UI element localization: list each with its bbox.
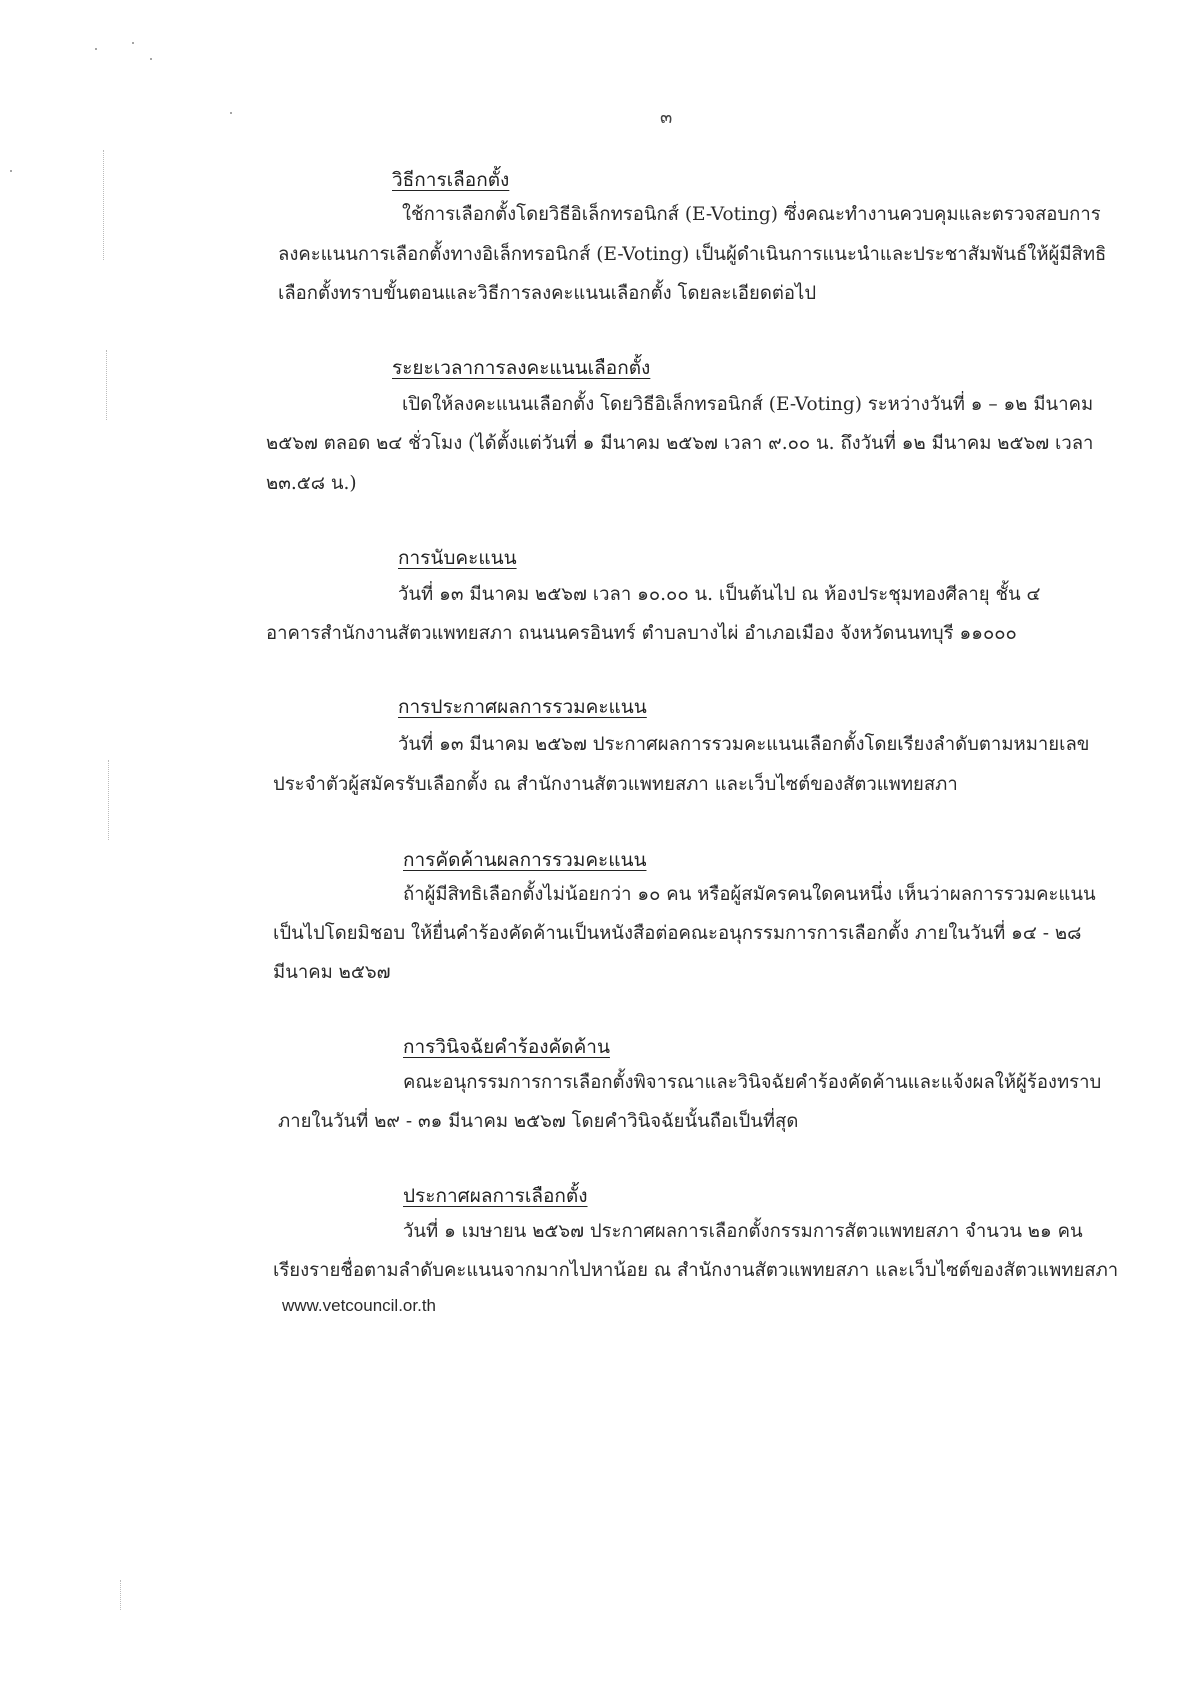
paragraph-line: ๒๓.๕๘ น.): [266, 473, 357, 494]
margin-scan-mark: [108, 760, 110, 840]
section-heading-objection-ruling: การวินิจฉัยคำร้องคัดค้าน: [403, 1036, 610, 1058]
paragraph-line: มีนาคม ๒๕๖๗: [273, 962, 391, 983]
website-link-text: www.vetcouncil.or.th: [282, 1296, 437, 1315]
page-number: ๓: [660, 107, 673, 128]
margin-scan-mark: [106, 350, 108, 420]
paragraph-line: คณะอนุกรรมการการเลือกตั้งพิจารณาและวินิจฉัยคำร้องคัดค้านและแจ้งผลให้ผู้ร้องทราบ: [403, 1072, 1102, 1093]
section-heading-results-announcement: การประกาศผลการรวมคะแนน: [398, 696, 647, 718]
paragraph-line: เลือกตั้งทราบขั้นตอนและวิธีการลงคะแนนเลือกตั้ง โดยละเอียดต่อไป: [278, 283, 817, 304]
scan-speck: [95, 48, 97, 50]
margin-scan-mark: [120, 1580, 122, 1610]
paragraph-line: ๒๕๖๗ ตลอด ๒๔ ชั่วโมง (ได้ตั้งแต่วันที่ ๑ มีนาคม ๒๕๖๗ เวลา ๙.๐๐ น. ถึงวันที่ ๑๒ มีนาคม ๒๕๖๗ เวลา: [266, 433, 1094, 454]
paragraph-line: ใช้การเลือกตั้งโดยวิธีอิเล็กทรอนิกส์ (E-Voting) ซึ่งคณะทำงานควบคุมและตรวจสอบการ: [402, 204, 1101, 225]
paragraph-line: ถ้าผู้มีสิทธิเลือกตั้งไม่น้อยกว่า ๑๐ คน หรือผู้สมัครคนใดคนหนึ่ง เห็นว่าผลการรวมคะแนน: [403, 884, 1096, 905]
section-heading-voting-period: ระยะเวลาการลงคะแนนเลือกตั้ง: [392, 357, 651, 379]
scan-speck: [10, 170, 12, 172]
paragraph-line: เปิดให้ลงคะแนนเลือกตั้ง โดยวิธีอิเล็กทรอนิกส์ (E-Voting) ระหว่างวันที่ ๑ – ๑๒ มีนาคม: [402, 394, 1094, 415]
paragraph-line: เรียงรายชื่อตามลำดับคะแนนจากมากไปหาน้อย ณ สำนักงานสัตวแพทยสภา และเว็บไซต์ของสัตวแพทยสภา: [273, 1260, 1119, 1281]
paragraph-line: วันที่ ๑๓ มีนาคม ๒๕๖๗ เวลา ๑๐.๐๐ น. เป็นต้นไป ณ ห้องประชุมทองศีลายุ ชั้น ๔: [398, 584, 1041, 605]
section-heading-vote-counting: การนับคะแนน: [398, 547, 517, 569]
paragraph-line: วันที่ ๑๓ มีนาคม ๒๕๖๗ ประกาศผลการรวมคะแนนเลือกตั้งโดยเรียงลำดับตามหมายเลข: [398, 734, 1090, 755]
section-heading-voting-method: วิธีการเลือกตั้ง: [392, 169, 510, 191]
paragraph-line: ประจำตัวผู้สมัครรับเลือกตั้ง ณ สำนักงานสัตวแพทยสภา และเว็บไซต์ของสัตวแพทยสภา: [273, 774, 958, 795]
scan-speck: [132, 42, 134, 44]
section-heading-election-results: ประกาศผลการเลือกตั้ง: [403, 1185, 588, 1207]
paragraph-line: อาคารสำนักงานสัตวแพทยสภา ถนนนครอินทร์ ตำบลบางไผ่ อำเภอเมือง จังหวัดนนทบุรี ๑๑๐๐๐: [266, 623, 1017, 644]
scan-speck: [150, 58, 152, 60]
section-heading-results-objection: การคัดค้านผลการรวมคะแนน: [403, 849, 647, 871]
paragraph-line: ภายในวันที่ ๒๙ - ๓๑ มีนาคม ๒๕๖๗ โดยคำวินิจฉัยนั้นถือเป็นที่สุด: [278, 1111, 799, 1132]
paragraph-line: เป็นไปโดยมิชอบ ให้ยื่นคำร้องคัดค้านเป็นหนังสือต่อคณะอนุกรรมการการเลือกตั้ง ภายในวันที่ ๑๔ - ๒๘: [273, 923, 1082, 944]
scan-speck: [230, 112, 232, 114]
margin-scan-mark: [103, 150, 105, 260]
paragraph-line: วันที่ ๑ เมษายน ๒๕๖๗ ประกาศผลการเลือกตั้งกรรมการสัตวแพทยสภา จำนวน ๒๑ คน: [403, 1221, 1083, 1242]
paragraph-line: ลงคะแนนการเลือกตั้งทางอิเล็กทรอนิกส์ (E-Voting) เป็นผู้ดำเนินการแนะนำและประชาสัมพันธ์ให้ผู้มีสิทธิ: [278, 244, 1107, 265]
